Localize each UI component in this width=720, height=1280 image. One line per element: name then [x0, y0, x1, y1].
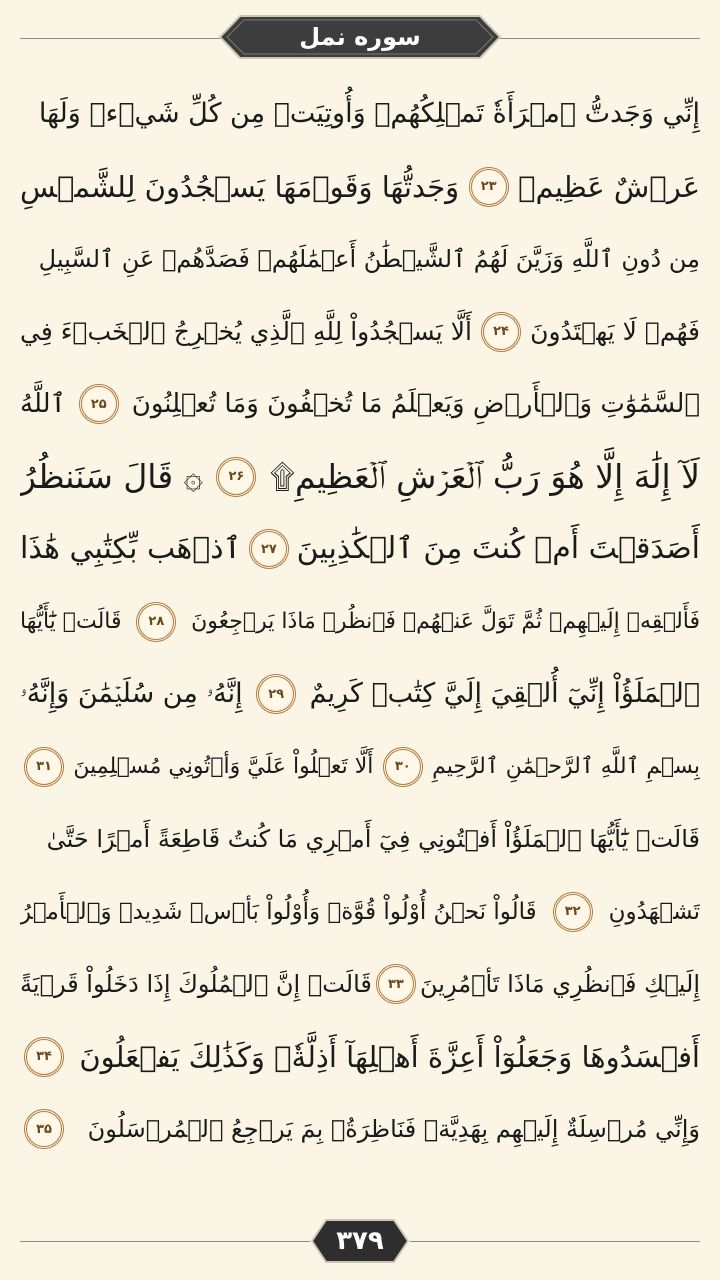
- text-line: [20, 151, 700, 224]
- text-line: [20, 513, 700, 586]
- text-line: [20, 731, 700, 804]
- verse-text: قَالَتۡ يَٰٓأَيُّهَا: [20, 608, 122, 634]
- page-number: ۳۷۹: [336, 1226, 384, 1256]
- ayah-number-marker: ۲۴: [481, 312, 521, 352]
- text-line: [20, 296, 700, 369]
- verse-text: مِن دُونِ ٱللَّهِ وَزَيَّنَ لَهُمُ ٱلشَّيۡطَٰنُ أَعۡمَٰلَهُمۡ فَصَدَّهُمۡ عَنِ ٱلسَّبِيلِ: [38, 245, 700, 273]
- text-line: [20, 1021, 700, 1094]
- verse-text: ٱلۡمَلَؤُاْ إِنِّيٓ أُلۡقِيَ إِلَيَّ كِتَٰبٞ كَرِيمٌ: [309, 678, 700, 709]
- verse-text: قَالُواْ نَحۡنُ أُوْلُواْ قُوَّةٖ وَأُوْلُواْ بَأۡسٖ شَدِيدٖ وَٱلۡأَمۡرُ: [20, 898, 537, 925]
- text-line: [20, 803, 700, 876]
- verse-text: إِلَيۡكِ فَٱنظُرِي مَاذَا تَأۡمُرِينَ: [420, 970, 700, 998]
- verse-text: تَشۡهَدُونِ: [608, 898, 700, 925]
- ayah-number-marker: ۳۰: [383, 747, 423, 787]
- verse-text: أَصَدَقۡتَ أَمۡ كُنتَ مِنَ ٱلۡكَٰذِبِينَ: [296, 531, 700, 566]
- ayah-number-marker: ۲۵: [79, 384, 119, 424]
- verse-text: قَالَتۡ يَٰٓأَيُّهَا ٱلۡمَلَؤُاْ أَفۡتُونِي فِيٓ أَمۡرِي مَا كُنتُ قَاطِعَةً أَمۡرًا حَتَّىٰ: [46, 825, 700, 853]
- verse-text: ٱذۡهَب بِّكِتَٰبِي هَٰذَا: [20, 531, 242, 566]
- verse-text: إِنَّهُۥ مِن سُلَيۡمَٰنَ وَإِنَّهُۥ: [20, 678, 243, 709]
- quran-page-text: [20, 78, 700, 1166]
- verse-text: ٱللَّهُ: [20, 389, 66, 419]
- verse-text: بِسۡمِ ٱللَّهِ ٱلرَّحۡمَٰنِ ٱلرَّحِيمِ: [432, 753, 700, 779]
- text-line: [20, 368, 700, 441]
- verse-text: فَأَلۡقِهۡ إِلَيۡهِمۡ ثُمَّ تَوَلَّ عَنۡهُمۡ فَٱنظُرۡ مَاذَا يَرۡجِعُونَ: [191, 608, 700, 634]
- ayah-number-marker: ۳۵: [24, 1109, 64, 1149]
- verse-text: إِنِّي وَجَدتُّ ٱمۡرَأَةٗ تَمۡلِكُهُمۡ وَأُوتِيَتۡ مِن كُلِّ شَيۡءٖ وَلَهَا: [38, 98, 700, 129]
- text-line: [20, 441, 700, 514]
- surah-name-badge: [218, 14, 502, 60]
- text-line: [20, 876, 700, 949]
- verse-text: ٱلسَّمَٰوَٰتِ وَٱلۡأَرۡضِ وَيَعۡلَمُ مَا تُخۡفُونَ وَمَا تُعۡلِنُونَ: [131, 389, 700, 419]
- page-number-badge: [310, 1218, 410, 1264]
- ayah-number-marker: ۲۳: [469, 167, 509, 207]
- verse-text: لَآ إِلَٰهَ إِلَّا هُوَ رَبُّ ٱلۡعَرۡشِ ٱلۡعَظِيمِ۩: [269, 456, 700, 496]
- text-line: [20, 948, 700, 1021]
- verse-text: ۞ قَالَ سَنَنظُرُ: [20, 456, 203, 496]
- ayah-number-marker: ۲۸: [136, 602, 176, 642]
- verse-text: أَفۡسَدُوهَا وَجَعَلُوٓاْ أَعِزَّةَ أَهۡلِهَآ أَذِلَّةٗۚ وَكَذَٰلِكَ يَفۡعَلُونَ: [79, 1039, 700, 1074]
- ayah-number-marker: ۳۱: [24, 747, 64, 787]
- ayah-number-marker: ۲۹: [256, 674, 296, 714]
- text-line: [20, 586, 700, 659]
- verse-text: وَجَدتُّهَا وَقَوۡمَهَا يَسۡجُدُونَ لِلشَّمۡسِ: [20, 169, 460, 204]
- ayah-number-marker: ۳۲: [553, 892, 593, 932]
- ayah-number-marker: ۳۳: [376, 964, 416, 1004]
- text-line: [20, 658, 700, 731]
- page-footer: [0, 1212, 720, 1268]
- ayah-number-marker: ۲۷: [249, 529, 289, 569]
- verse-text: فَهُمۡ لَا يَهۡتَدُونَ: [530, 316, 700, 346]
- ayah-number-marker: ۲۶: [216, 457, 256, 497]
- header-divider-right: [490, 38, 700, 39]
- header-divider-left: [20, 38, 230, 39]
- verse-text: عَرۡشٌ عَظِيمٞ: [518, 169, 700, 204]
- text-line: [20, 78, 700, 151]
- verse-text: أَلَّا يَسۡجُدُواْ لِلَّهِ ٱلَّذِي يُخۡرِجُ ٱلۡخَبۡءَ فِي: [20, 316, 472, 346]
- page-header: [0, 12, 720, 64]
- footer-divider-right: [410, 1241, 700, 1242]
- surah-title: سوره نمل: [299, 23, 421, 51]
- verse-text: أَلَّا تَعۡلُواْ عَلَيَّ وَأۡتُونِي مُسۡلِمِينَ: [73, 753, 374, 779]
- verse-text: وَإِنِّي مُرۡسِلَةٌ إِلَيۡهِم بِهَدِيَّةٖ فَنَاظِرَةُۢ بِمَ يَرۡجِعُ ٱلۡمُرۡسَلُونَ: [87, 1115, 700, 1143]
- verse-text: قَالَتۡ إِنَّ ٱلۡمُلُوكَ إِذَا دَخَلُواْ قَرۡيَةً: [20, 970, 372, 998]
- text-line: [20, 223, 700, 296]
- footer-divider-left: [20, 1241, 310, 1242]
- text-line: [20, 1093, 700, 1166]
- ayah-number-marker: ۳۴: [24, 1037, 64, 1077]
